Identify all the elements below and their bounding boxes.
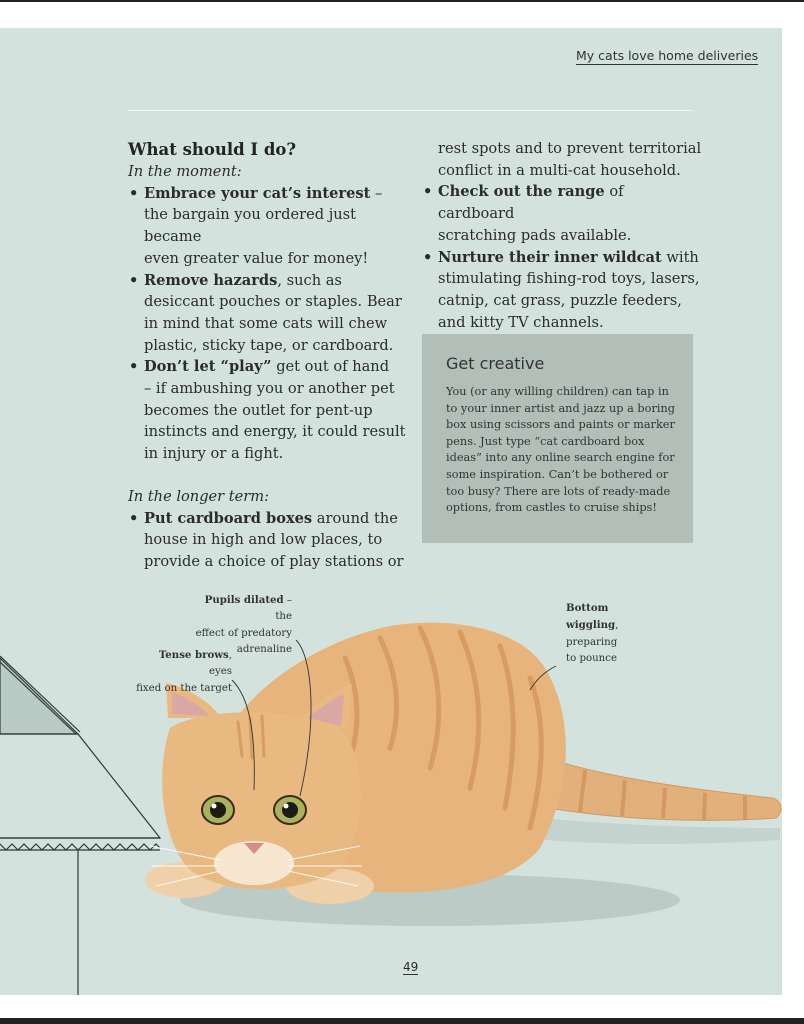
- top-frame-line: [0, 0, 804, 2]
- list-item: • Embrace your cat’s interest – the bargain you ordered just became even greater value for money!: [128, 183, 408, 270]
- list-item: • Check out the range of cardboard scratching pads available.: [422, 181, 702, 246]
- tips-list-continued: [422, 181, 702, 333]
- annotation-pupils: Pupils dilated – the effect of predatory adrenaline: [195, 594, 292, 655]
- list-item: • Put cardboard boxes around the house in high and low places, to provide a choice of play stations or: [128, 508, 408, 573]
- cardboard-box-drawing: [0, 656, 160, 995]
- running-head: My cats love home deliveries: [576, 48, 759, 63]
- list-item: • Nurture their inner wildcat with stimulating fishing-rod toys, lasers, catnip, cat grass, puzzle feeders, and kitty TV channels.: [422, 247, 702, 334]
- book-page: [0, 28, 782, 995]
- page-number: 49: [403, 960, 419, 974]
- tips-list-longer-term: [128, 508, 408, 573]
- bottom-frame-line: [0, 1018, 804, 1024]
- get-creative-callout: [422, 334, 693, 543]
- cat-shadow-tail: [540, 818, 780, 844]
- subheading-in-the-moment: In the moment:: [128, 163, 242, 180]
- list-item: • Don’t let “play” get out of hand – if ambushing you or another pet becomes the outlet for pent-up instincts and energy, it could result in injury or a fight.: [128, 356, 408, 465]
- subheading-longer-term: In the longer term:: [128, 487, 270, 505]
- section-title: What should I do?: [128, 140, 297, 159]
- callout-title: Get creative: [446, 354, 545, 373]
- list-item-continuation: rest spots and to prevent territorial conflict in a multi-cat household.: [438, 140, 702, 179]
- left-column: [128, 138, 408, 573]
- annotation-bottom: Bottom wiggling, preparing to pounce: [566, 602, 619, 664]
- tips-list-moment: [128, 183, 408, 465]
- right-column: [422, 138, 702, 333]
- list-item: • Remove hazards, such as desiccant pouches or staples. Bear in mind that some cats will chew plastic, sticky tape, or cardboard.: [128, 270, 408, 357]
- annotation-brows: Tense brows, eyes fixed on the target: [136, 649, 232, 694]
- callout-text: You (or any willing children) can tap in to your inner artist and jazz up a boring box using scissors and paints or marker pens. Just type “cat cardboard box ideas” into any online search engine for some inspiration. Can’t be bothered or too busy? There are lots of ready-made options, from castles to cruise ships!: [446, 385, 675, 515]
